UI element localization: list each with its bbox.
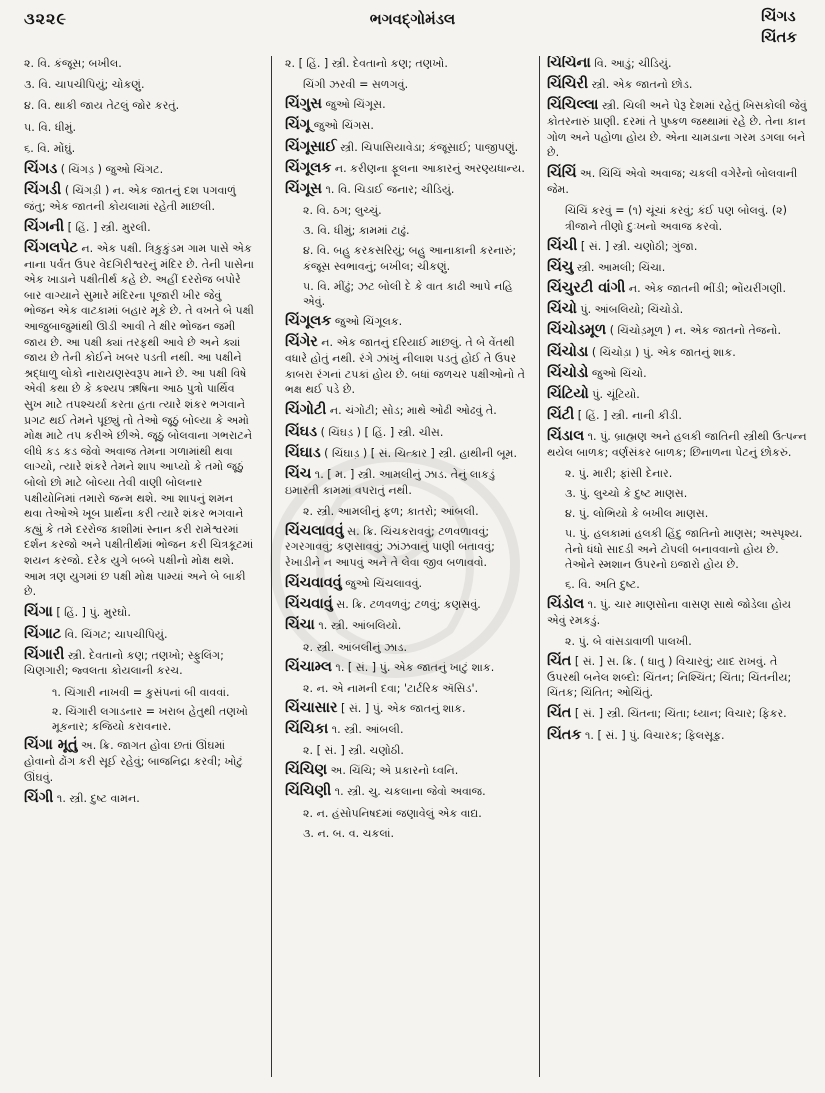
definition-text: [ હિં. ] સ્ત્રી. નાની કીડી. xyxy=(574,409,682,423)
entry-sense xyxy=(24,56,254,72)
dictionary-entry xyxy=(285,722,530,738)
definition-text: ૧. ચિંગારી નાખવી = કુસંપનાં બી વાવવાં. xyxy=(52,685,230,699)
dictionary-entry xyxy=(547,345,809,361)
dictionary-entry xyxy=(547,77,809,93)
definition-text: [ હિં. ] સ્ત્રી. મુરલી. xyxy=(64,220,151,234)
headword: ચિંઘડ xyxy=(285,423,318,440)
dictionary-entry xyxy=(285,161,530,177)
entry-sense xyxy=(24,141,254,157)
dictionary-entry xyxy=(285,597,530,613)
entry-sense xyxy=(565,526,809,573)
dictionary-entry xyxy=(285,763,530,779)
definition-text: ૫. પું. હલકામાં હલકી હિંદુ જાતિનો માણસ; અસ્પૃશ્ય. તેનો ધંધો સાદડી અને ટોપલી બનાવવાનો હોય છે. તેઓને સ્મશાન ઉપરનો ઇજારો હોય છે. xyxy=(565,527,803,572)
definition-text: ૬. વિ. મોંઘું. xyxy=(24,141,76,155)
definition-text: ૧. [ મ. ] સ્ત્રી. આમલીનું ઝાડ. તેનું લાકડું ઇમારતી કામમાં વપરાતું નથી. xyxy=(285,467,495,497)
dictionary-entry xyxy=(547,260,809,276)
dictionary-entry xyxy=(285,576,530,592)
headword: ચિંટી xyxy=(547,407,575,424)
definition-text: ૬. વિ. અતિ દુષ્ટ. xyxy=(565,578,640,592)
definition-text: પું. આંબલિયો; ચિંચોડો. xyxy=(576,303,684,317)
dictionary-entry xyxy=(547,366,809,382)
definition-text: [ સં. ] સ્ત્રી. ચણોઠી; ગુંજા. xyxy=(577,239,698,253)
headword: ચિંચવાવું xyxy=(285,596,333,613)
definition-text: ૫. વિ. ધીમું. xyxy=(24,120,77,134)
entry-sense xyxy=(565,577,809,593)
definition-text: ૫. વિ. મીંઢું; ઝટ બોલી દે કે વાત કાઢી આપે નહિ એવું. xyxy=(303,279,513,309)
dictionary-entry xyxy=(285,524,530,571)
definition-text: સ્ત્રી. ચિપાસિયાવેડા; કંજૂસાઈ; પાજીપણું. xyxy=(336,140,519,154)
headword: ચિંડાલ xyxy=(547,428,585,445)
definition-text: ૩. પું. લુચ્ચો કે દુષ્ટ માણસ. xyxy=(565,487,688,501)
entry-sense xyxy=(24,120,254,136)
dictionary-entry xyxy=(24,183,254,214)
column-3 xyxy=(547,56,809,1085)
entry-sense xyxy=(24,77,254,93)
headword: ચિંચિકા xyxy=(285,721,329,737)
definition-text: [ સં. ] સ્ત્રી. ચિંતના; ચિંતા; ધ્યાન; વિચાર; ફિકર. xyxy=(571,707,787,721)
headword: ચિંચિના xyxy=(547,56,591,71)
headword: ચિંગુસ xyxy=(285,96,322,113)
headword: ચિંતક xyxy=(547,726,582,743)
headword: ચિંચો xyxy=(547,301,577,318)
headword: ચિંગાટ xyxy=(24,625,62,642)
headword: ચિંત xyxy=(547,705,572,722)
headword: ચિંચોડો xyxy=(547,364,589,381)
dictionary-entry xyxy=(285,403,530,419)
dictionary-entry xyxy=(547,281,809,297)
dictionary-entry xyxy=(547,239,809,255)
headword: ચિંગૂલક xyxy=(285,313,332,330)
headword: ચિંઘાડ xyxy=(285,444,321,461)
headword: ચિંગની xyxy=(24,218,65,235)
definition-text: ૪. વિ. બહુ કરકસરિયું; બહુ આનાકાની કરનારું; કંજૂસ સ્વભાવનું; બખીલ; ચીકણું. xyxy=(303,244,517,273)
entry-sense xyxy=(303,243,530,274)
dictionary-entry xyxy=(547,429,809,460)
definition-text: ૨. સ્ત્રી. આંબલીનું ઝાડ. xyxy=(303,640,408,654)
headword: ચિંચિલ્લા xyxy=(547,97,599,114)
definition-text: ૨. ન. હંસોપનિષદમાં જણાવેલું એક વાદ્ય. xyxy=(303,806,482,820)
dictionary-entry xyxy=(547,166,809,197)
headword: ચિંચિણ xyxy=(285,762,328,779)
dictionary-entry xyxy=(285,140,530,156)
dictionary-entry xyxy=(547,728,809,744)
definition-text: ૨. વિ. ઠગ; લુચ્ચું. xyxy=(303,204,382,218)
definition-text: જુઓ ચિંગૂલક. xyxy=(331,315,403,329)
definition-text: સ. ક્રિ. ટળવળવું; ટળવું; કણસવું. xyxy=(332,598,481,612)
column-rule-1 xyxy=(271,56,272,1077)
definition-text: સ. ક્રિ. ચિંચકરાવવું; ટળવળાવવું; રગરગાવવું; કણસાવવું; ઝાંઝવાનું પાણી બતાવવું; રેખાડીને ન આપવું અને તે લેવા જીવ બળાવવો. xyxy=(285,524,495,569)
definition-text: ૧. [ સં. ] પું. વિચારક; ફિલસૂફ. xyxy=(581,728,725,742)
entry-sense xyxy=(303,806,530,822)
headword: ચિંગા xyxy=(24,604,53,621)
entry-sense xyxy=(565,506,809,522)
headword: ચિંચુ xyxy=(547,258,574,275)
headword: ચિંટિયો xyxy=(547,386,589,403)
headword: ચિંડોલ xyxy=(547,596,585,613)
dictionary-entry xyxy=(285,182,530,198)
definition-text: [ હિં. ] પું. મુરઘો. xyxy=(52,606,131,620)
dictionary-entry xyxy=(285,335,530,397)
entry-sense xyxy=(303,279,530,310)
entry-sense xyxy=(565,486,809,502)
entry-sense xyxy=(303,640,530,656)
definition-text: અ. ચિંચિં એવો અવાજ; ચકલી વગેરેનો બોલવાની જેમ. xyxy=(547,167,798,196)
definition-text: ૨. સ્ત્રી. આમલીનું ફળ; કાતરો; આંબલી. xyxy=(303,504,479,518)
dictionary-entry xyxy=(285,784,530,800)
definition-text: પું. ચૂંટિયો. xyxy=(588,388,640,402)
column-rule-2 xyxy=(539,56,540,1077)
headword: ચિંગલપેટ xyxy=(24,240,78,257)
entry-sense xyxy=(303,223,530,239)
definition-text: ૨. [ સં. ] સ્ત્રી. ચણોઠી. xyxy=(303,744,404,758)
entry-sense xyxy=(303,504,530,520)
dictionary-entry xyxy=(285,701,530,717)
headword: ચિંચિણી xyxy=(285,783,332,800)
dictionary-entry xyxy=(547,323,809,339)
entry-sense xyxy=(303,681,530,697)
headword: ચિંચુરટી વાંગી xyxy=(547,280,626,297)
entry-sense xyxy=(303,203,530,219)
dictionary-entry xyxy=(547,56,809,72)
headword: ચિંચામ્લ xyxy=(285,658,332,675)
headword: ચિંગેર xyxy=(285,334,318,351)
dictionary-entry xyxy=(547,597,809,628)
dictionary-entry xyxy=(285,618,530,634)
definition-text: ૨. પું. મારી; ફાંસી દેનાર. xyxy=(565,467,673,481)
dictionary-entry xyxy=(547,706,809,722)
definition-text: ૧. પું. ચાર માણસોના વાસણ સાથે જોડેલા હોય એવું રમકડું. xyxy=(547,598,792,627)
definition-text: જુઓ ચિંગસ. xyxy=(310,119,374,133)
dictionary-entry xyxy=(547,387,809,403)
definition-text: ૩. વિ. ધીમું; કામમાં ટાઢું. xyxy=(303,224,410,238)
definition-text: ( ચિંઘડ઼ ) [ હિં. ] સ્ત્રી. ચીસ. xyxy=(317,425,444,439)
page-number: ૩૨૨૯ xyxy=(24,9,67,28)
guide-word-first: ચિંગડ xyxy=(761,7,796,25)
entry-sense xyxy=(565,466,809,482)
running-title: ભગવદ્ગોમંડલ xyxy=(369,10,456,28)
definition-text: અ. ચિંચિ; એ પ્રકારનો ધ્વનિ. xyxy=(327,764,459,778)
headword: ચિંચિરી xyxy=(547,76,589,93)
entry-sense xyxy=(303,77,530,93)
dictionary-entry xyxy=(547,408,809,424)
definition-text: ( ચિંચોડ઼ા ) પું. એક જાતનું શાક. xyxy=(588,345,736,359)
headword: ચિંચોડમૂળ xyxy=(547,322,607,339)
dictionary-entry xyxy=(285,314,530,330)
definition-text: જુઓ ચિંગૂસ. xyxy=(321,98,386,112)
definition-text: ( ચિંગડ઼ી ) ન. એક જાતનું દશ પગવાળું જંતુ; એક જાતની કોયલામાં રહેતી માછલી. xyxy=(24,184,236,213)
dictionary-entry xyxy=(285,446,530,462)
headword: ચિંગારી xyxy=(24,646,65,663)
headword: ચિંચાસાર xyxy=(285,699,338,716)
definition-text: [ સં. ] પું. એક જાતનું શાક. xyxy=(337,701,466,715)
definition-text: ( ચિંચોડ઼મૂળ ) ન. એક જાતનો તેજનો. xyxy=(606,324,781,338)
headword: ચિંગડ xyxy=(24,160,58,177)
definition-text: ૧. સ્ત્રી. ચુ. ચકલાના જેવો અવાજ. xyxy=(331,785,486,799)
headword: ચિંત xyxy=(547,653,572,670)
headword: ચિંચી xyxy=(547,237,578,254)
definition-text: ન. એક જાતનું દરિયાઈ માછલું. તે બે વેંતથી વધારે હોતું નથી. રંગે ઝાંખું નીલાશ પડતું હોઈ તે ઉપર કાબરા રંગનાં ટપકાં હોય છે. બધાં જળચર પક્ષીઓનો તે ભક્ષ થઈ પડે છે. xyxy=(285,336,525,397)
dictionary-entry xyxy=(285,97,530,113)
dictionary-entry xyxy=(285,425,530,441)
headword: ચિંગૂસ xyxy=(285,180,322,197)
entry-sense xyxy=(565,203,809,234)
headword: ચિંચલાવવું xyxy=(285,522,344,539)
definition-text: [ સં. ] સ. ક્રિ. ( ધાતુ ) વિચારવું; યાદ રાખવું. તે ઉપરથી બનેલ શબ્દો: ચિંતન; નિશ્ચિંત; ચિંતા; ચિંતનીય; ચિંતક; ચિંતિત; ઓચિંતું. xyxy=(547,655,792,700)
definition-text: ૩. ન. બ. વ. ચકલાં. xyxy=(303,826,395,840)
definition-text: સ્ત્રી. ચિલી અને પેરૂ દેશમાં રહેતું ખિસકોલી જેવું કોતરનારું પ્રાણી. દરમાં તે પુષ્કળ જથ્થામાં રહે છે. તેના કાન ગોળ અને પહોળા હોય છે. એના ચામડાના ગરમ ડગલા બને છે. xyxy=(547,99,807,160)
dictionary-entry xyxy=(285,467,530,498)
definition-text: ૧. [ સં. ] પું. એક જાતનું ખાટું શાક. xyxy=(331,660,495,674)
definition-text: ન. ચંગોટી; સોડ; માથે ઓઢી ઓઢવું તે. xyxy=(326,404,497,418)
dictionary-entry xyxy=(547,302,809,318)
dictionary-entry xyxy=(24,738,254,785)
headword: ચિંચિં xyxy=(547,165,577,182)
definition-text: ( ચિંઘાડ઼ ) [ સં. ચિત્કાર ] સ્ત્રી. હાથીની બૂમ. xyxy=(320,446,518,460)
definition-text: ૧. પું. બ્રાહ્મણ અને હલકી જાતિની સ્ત્રીથી ઉત્પન્ન થયેલ બાળક; વર્ણસંકર બાળક; છિનાળના પેટનું છોકરું. xyxy=(547,430,807,459)
column-1 xyxy=(24,56,254,1085)
entry-sense xyxy=(24,98,254,114)
definition-text: ૧. સ્ત્રી. આંબલી. xyxy=(328,723,404,736)
column-2 xyxy=(285,56,530,1085)
definition-text: ન. એક જાતની ભીંડી; ભોંયરીંગણી. xyxy=(625,282,786,296)
definition-text: સ્ત્રી. આમલી; ચિંચા. xyxy=(573,260,666,274)
dictionary-entry xyxy=(24,605,254,621)
entry-sense xyxy=(303,826,530,842)
dictionary-entry xyxy=(24,648,254,679)
definition-text: વિ. આડું; ચીડિયું. xyxy=(590,57,672,70)
headword: ચિંગડી xyxy=(24,182,62,199)
dictionary-entry xyxy=(547,654,809,701)
headword: ચિંચોડા xyxy=(547,343,589,360)
dictionary-entry xyxy=(24,241,254,600)
dictionary-entry xyxy=(24,220,254,236)
headword: ચિંગૂ xyxy=(285,117,311,134)
definition-text: ૧. વિ. ચિડાઈ જનાર; ચીડિયું. xyxy=(321,182,455,196)
guide-words xyxy=(761,6,797,48)
definition-text: સ્ત્રી. એક જાતનો છોડ. xyxy=(588,78,693,92)
definition-text: ૨. [ હિં. ] સ્ત્રી. દેવતાનો કણ; તણખો. xyxy=(285,57,448,70)
page-header xyxy=(0,0,825,56)
headword: ચિંગૂલક xyxy=(285,159,332,176)
definition-text: જુઓ ચિંચો. xyxy=(588,366,647,380)
entry-sense xyxy=(52,685,254,701)
definition-text: ન. કરીણના ફૂલના આકારનું અરણ્યધાન્ય. xyxy=(331,161,525,175)
definition-text: જુઓ ચિંચલાવવું. xyxy=(341,577,423,591)
entry-sense xyxy=(52,704,254,735)
entry-sense xyxy=(303,743,530,759)
dictionary-entry xyxy=(24,162,254,178)
guide-word-last: ચિંતક xyxy=(761,28,797,46)
headword: ચિંચવાવવું xyxy=(285,575,342,592)
entry-sense xyxy=(285,56,530,72)
definition-text: ૨. ન. એ નામની દવા; 'ટાર્ટરિક ઍસિડ'. xyxy=(303,681,479,695)
definition-text: ચિંગી ઝરવી = સળગવું. xyxy=(303,78,409,92)
dictionary-entry xyxy=(24,791,254,807)
definition-text: ૨. ચિંગારી લગાડનાર = ખરાબ હેતુથી તણખો મૂકનાર; કજિયો કરાવનાર. xyxy=(52,704,248,734)
definition-text: ૨. વિ. કંજૂસ; બખીલ. xyxy=(24,57,122,70)
headword: ચિંગોટી xyxy=(285,402,327,419)
definition-text: ૪. વિ. થાકી જાય તેટલું જોર કરતું. xyxy=(24,99,180,113)
definition-text: અ. ક્રિ. જાગત હોવા છતાં ઊંઘમાં હોવાનો ઢોંગ કરી સૂઈ રહેવું; બાજનિદ્રા કરવી; ખોટું ઊંઘવું. xyxy=(24,739,243,784)
definition-text: ૪. પું. લોભિયો કે બખીલ માણસ. xyxy=(565,507,709,521)
headword: ચિંગી xyxy=(24,789,54,806)
definition-text: વિ. ચિંગટ; ચાપચીપિયું. xyxy=(61,627,168,641)
dictionary-entry xyxy=(24,627,254,643)
definition-text: ( ચિંગડ઼ ) જુઓ ચિંગટ. xyxy=(57,162,164,176)
definition-text: ૩. વિ. ચાપચીપિયું; ચોકણું. xyxy=(24,78,145,92)
dictionary-entry xyxy=(285,118,530,134)
headword: ચિંચા xyxy=(285,617,315,634)
definition-text: ૨. પું. બે વાંસડાવાળી પાલખી. xyxy=(565,635,692,649)
definition-text: ૧. સ્ત્રી. આંબલિયો. xyxy=(314,619,402,633)
headword: ચિંગૂસાઈ xyxy=(285,138,337,155)
dictionary-entry xyxy=(285,660,530,676)
entry-sense xyxy=(565,634,809,650)
headword: ચિંગા મૂતું xyxy=(24,737,78,754)
headword: ચિંચ xyxy=(285,465,312,482)
definition-text: ૧. સ્ત્રી. દુષ્ટ વામન. xyxy=(53,791,140,805)
dictionary-entry xyxy=(547,98,809,160)
definition-text: સ્ત્રી. દેવતાનો કણ; તણખો; સ્ફુલિંગ; ચિણગારી; જ્વલતા કોયલાની કરચ. xyxy=(24,648,224,678)
definition-text: ચિંચિં કરવું = (૧) ચૂંચાં કરવું; કંઈ પણ બોલવું. (૨) ત્રીજાને તીણો દુઃખનો અવાજ કરવો. xyxy=(565,204,787,233)
definition-text: ન. એક પક્ષી. ત્રિકુકુંડમ ગામ પાસે એક નાના પર્વત ઉપર વેદગિરીશ્વરનું મંદિર છે. તેની પાસેના એક ખાડાને પક્ષીતીર્થ કહે છે. અહીં દરરોજ બપોરે બાર વાગ્યાને સુમારે મંદિરના પૂજારી ખીર જેવું ભોજન એક વાટકામાં બહાર મૂકે છે. તે વખતે બે પક્ષી આજુબાજુમાંથી ઊડી આવી તે ક્ષીર ભોજન જમી જાય છે. આ પક્ષી ક્યાં તરફથી આવે છે અને ક્યાં જાય છે તેની કોઈને ખબર પડતી નથી. આ પક્ષીને શ્રદ્ધાળુ લોકો નારાયણસ્વરૂપ માને છે. આ પક્ષી વિષે એવી કથા છે કે કશ્યપ ઋષિના આઠ પુત્રો પાર્થિવ સુખ માટે તપશ્ચર્યા કરતા હતા ત્યારે શંકર ભગવાને પ્રગટ થઈ તેમને પૂછ્યું તો તેઓ જૂઠું બોલ્યા કે અમો મોક્ષ માટે તપ કરીએ છીએ. જૂઠું બોલવાના ગભરાટને લીધે કડ કડ જેવો અવાજ તેમના ગળામાંથી થવા લાગ્યો, ત્યારે શંકરે તેમને શાપ આપ્યો કે તમો જૂઠું બોલો છો માટે બોલ્યા તેવી વાણી બોલનાર પક્ષીયોનિમાં તમારો જન્મ થશે. આ શાપનું શમન થવા તેઓએ ખૂબ પ્રાર્થના કરી ત્યારે શંકર ભગવાને કહ્યું કે તમે દરરોજ કાશીમાં સ્નાન કરી રામેશ્વરમાં દર્શન કરજો અને પક્ષીતીર્થમાં ભોજન કરી ચિત્રકૂટમાં શયન કરજો. દરેક યુગે બબ્બે પક્ષીનો મોક્ષ થશે. આમ ત્રણ યુગમાં છ પક્ષી મોક્ષ પામ્યાં અને બે બાકી છે. xyxy=(24,242,254,599)
